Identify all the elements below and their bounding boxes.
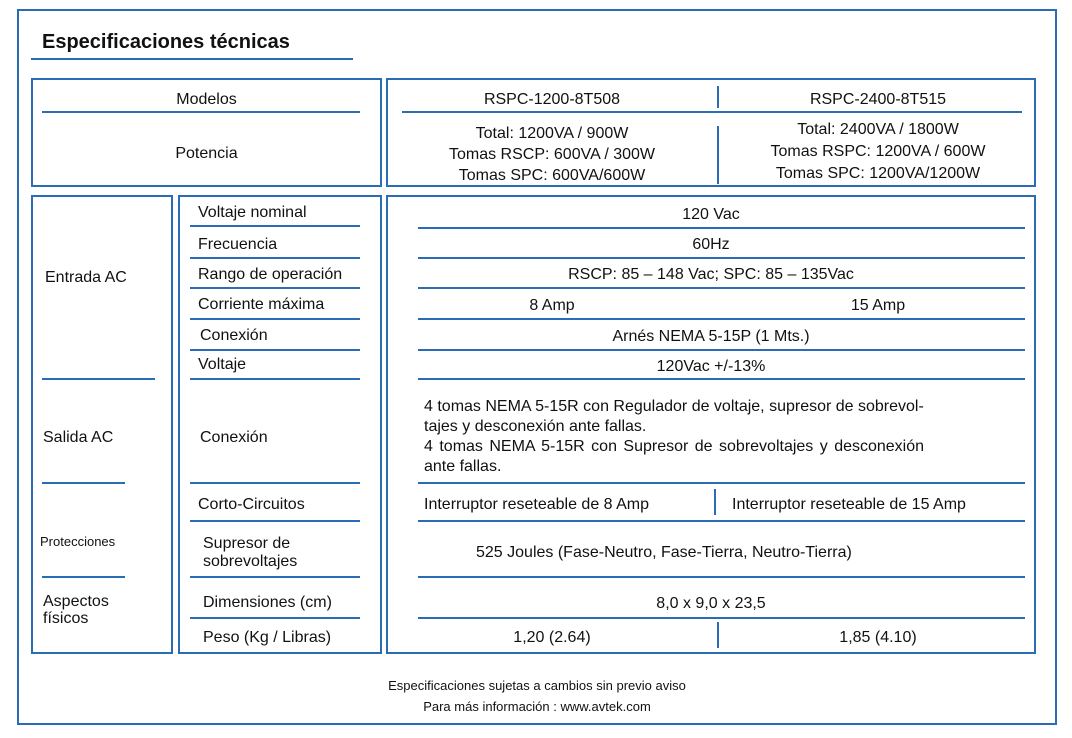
row-label-corriente: Corriente máxima: [198, 296, 325, 313]
row-label-box: [178, 195, 382, 654]
divider: [418, 349, 1025, 351]
divider: [190, 378, 360, 380]
row-label-corto: Corto-Circuitos: [198, 496, 305, 513]
divider: [190, 617, 360, 619]
row-label-peso: Peso (Kg / Libras): [203, 629, 332, 646]
category-box: [31, 195, 173, 654]
footer-info: Para más información : www.avtek.com: [423, 699, 651, 714]
model1-power-line: Tomas SPC: 600VA/600W: [458, 167, 646, 184]
divider: [418, 257, 1025, 259]
category-salida: Salida AC: [43, 429, 114, 446]
model2-name: RSPC-2400-8T515: [809, 91, 947, 108]
power-label: Potencia: [175, 145, 238, 162]
divider: [190, 349, 360, 351]
models-label: Modelos: [176, 91, 237, 108]
divider: [190, 287, 360, 289]
value-dimensiones: 8,0 x 9,0 x 23,5: [656, 595, 766, 612]
page-title: Especificaciones técnicas: [42, 31, 290, 53]
divider: [42, 576, 125, 578]
row-label-dimensiones: Dimensiones (cm): [203, 594, 332, 611]
divider: [717, 126, 719, 184]
divider: [418, 227, 1025, 229]
divider: [717, 86, 719, 108]
model1-power-line: Tomas RSCP: 600VA / 300W: [448, 146, 655, 163]
model2-power-line: Tomas SPC: 1200VA/1200W: [775, 165, 981, 182]
value-peso-1: 1,20 (2.64): [513, 629, 591, 646]
divider: [714, 489, 716, 515]
model2-power-line: Tomas RSPC: 1200VA / 600W: [770, 143, 986, 160]
value-corto-2: Interruptor reseteable de 15 Amp: [732, 496, 966, 513]
divider: [717, 622, 719, 648]
row-label-rango: Rango de operación: [198, 266, 343, 283]
value-supresor: 525 Joules (Fase-Neutro, Fase-Tierra, Neutro-Tierra): [476, 544, 852, 561]
row-label-supresor: sobrevoltajes: [203, 553, 298, 570]
divider: [190, 257, 360, 259]
divider: [190, 576, 360, 578]
divider: [190, 225, 360, 227]
value-conexion-out-line: ante fallas.: [424, 458, 502, 475]
divider: [402, 111, 1022, 113]
row-label-supresor: Supresor de: [203, 535, 291, 552]
model1-power-line: Total: 1200VA / 900W: [475, 125, 629, 142]
title-underline: [31, 58, 353, 60]
value-frecuencia: 60Hz: [692, 236, 730, 253]
model2-power-line: Total: 2400VA / 1800W: [797, 121, 959, 138]
row-label-voltaje: Voltaje: [198, 356, 247, 373]
divider: [418, 520, 1025, 522]
divider: [418, 482, 1025, 484]
category-entrada: Entrada AC: [45, 269, 127, 286]
value-corriente-2: 15 Amp: [850, 297, 906, 314]
value-rango: RSCP: 85 – 148 Vac; SPC: 85 – 135Vac: [568, 266, 854, 283]
divider: [42, 482, 125, 484]
value-conexion-out-line: 4 tomas NEMA 5-15R con Supresor de sobrevoltajes y desconexión: [424, 438, 925, 455]
value-corto-1: Interruptor reseteable de 8 Amp: [424, 496, 650, 513]
divider: [190, 482, 360, 484]
divider: [418, 576, 1025, 578]
footer-disclaimer: Especificaciones sujetas a cambios sin previo aviso: [388, 678, 686, 693]
category-aspectos: Aspectos físicos: [43, 593, 109, 627]
row-label-frecuencia: Frecuencia: [198, 236, 278, 253]
row-label-conexion-in: Conexión: [200, 327, 268, 344]
divider: [42, 378, 155, 380]
divider: [418, 378, 1025, 380]
divider: [190, 318, 360, 320]
row-label-voltaje-nominal: Voltaje nominal: [198, 204, 307, 221]
value-voltaje-nominal: 120 Vac: [682, 206, 740, 223]
value-conexion-out-line: 4 tomas NEMA 5-15R con Regulador de voltaje, supresor de sobrevol-: [424, 398, 924, 415]
value-peso-2: 1,85 (4.10): [839, 629, 917, 646]
value-conexion-out-line: tajes y desconexión ante fallas.: [424, 418, 647, 435]
divider: [190, 520, 360, 522]
divider: [418, 617, 1025, 619]
value-voltaje: 120Vac +/-13%: [656, 358, 766, 375]
divider: [42, 111, 360, 113]
value-conexion-in: Arnés NEMA 5-15P (1 Mts.): [612, 328, 810, 345]
divider: [418, 318, 1025, 320]
category-protecciones: Protecciones: [40, 534, 116, 549]
divider: [418, 287, 1025, 289]
value-corriente-1: 8 Amp: [529, 297, 575, 314]
row-label-conexion-out: Conexión: [200, 429, 268, 446]
model1-name: RSPC-1200-8T508: [483, 91, 621, 108]
